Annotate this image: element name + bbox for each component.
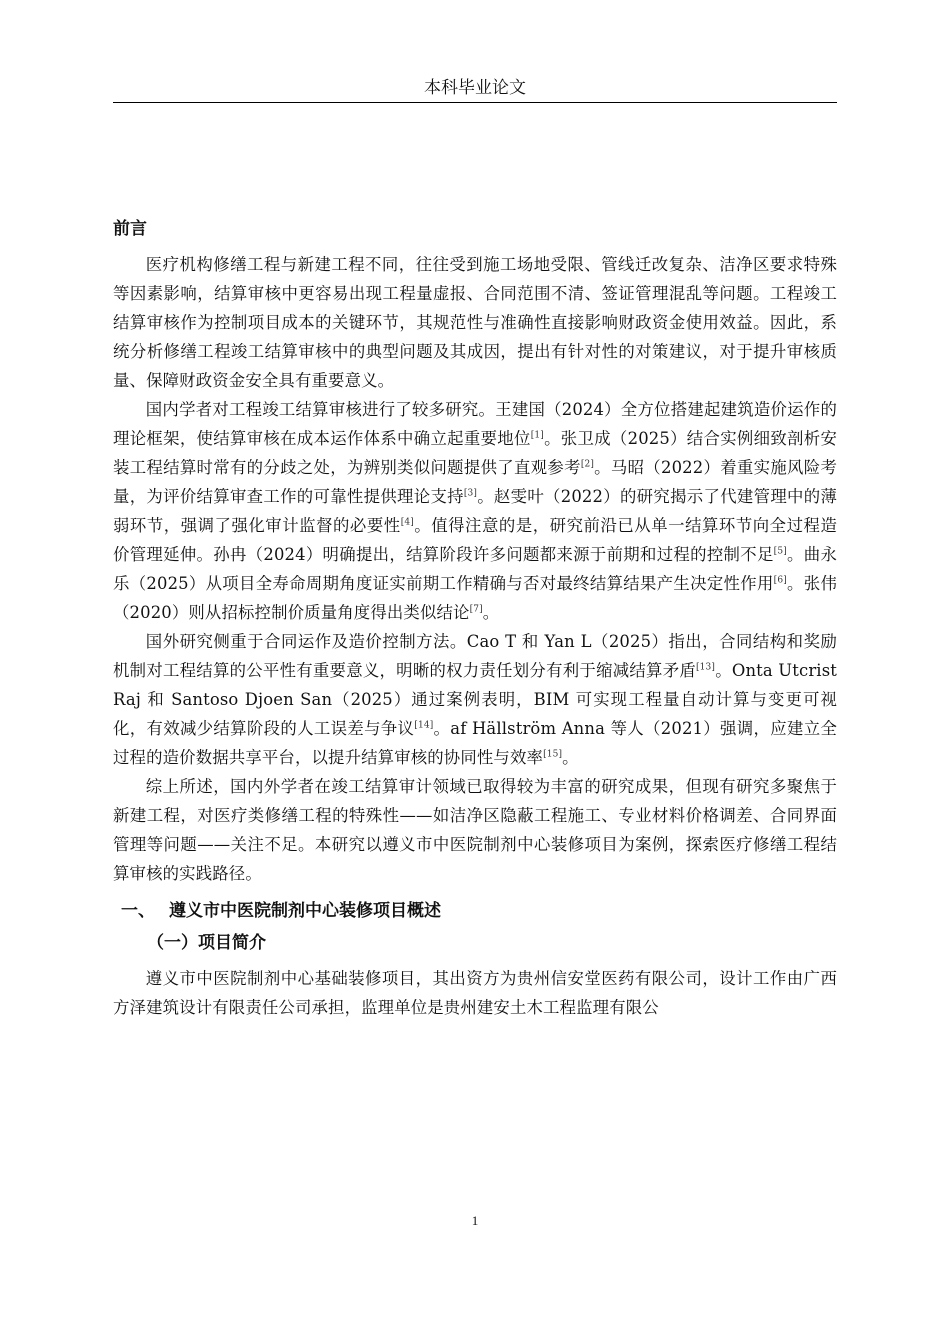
text-run: 国内学者对工程竣工结算审核进行了较多研究。王建国（2024）全方位搭建起建筑造价运作的理论框架，使结算审核在成本运作体系中确立起重要地位 [113,400,837,448]
text-run: 。张卫成（2025）结合实例细致剖析安装工程结算时常有的分歧之处，为辨别类似问题提供了直观参考 [113,429,838,477]
citation[interactable]: [13] [696,662,716,673]
citation[interactable]: [15] [543,749,563,760]
text-run: 。af Hällström Anna 等人（2021）强调，应建立全过程的造价数据共享平台，以提升结算审核的协同性与效率 [113,719,837,767]
citation[interactable]: [6] [773,575,787,586]
body-content [113,216,837,1022]
header-title: 本科毕业论文 [424,78,526,98]
section-number: 一、 [121,901,155,921]
citation[interactable]: [3] [463,488,478,499]
section-heading [121,898,837,924]
citation[interactable]: [5] [773,546,787,557]
section-paragraph-1: 遵义市中医院制剂中心基础装修项目，其出资方为贵州信安堂医药有限公司，设计工作由广西方泽建筑设计有限责任公司承担，监理单位是贵州建安土木工程监理有限公 [113,969,837,1017]
preface-paragraph-1: 医疗机构修缮工程与新建工程不同，往往受到施工场地受限、管线迁改复杂、洁净区要求特殊等因素影响，结算审核中更容易出现工程量虚报、合同范围不清、签证管理混乱等问题。工程竣工结算审核作为控制项目成本的关键环节，其规范性与准确性直接影响财政资金使用效益。因此，系统分析修缮工程竣工结算审核中的典型问题及其成因，提出有针对性的对策建议，对于提升审核质量、保障财政资金安全具有重要意义。 [113,255,837,390]
text-run: 。 [562,748,579,767]
text-run: 国外研究侧重于合同运作及造价控制方法。Cao T 和 Yan L（2025）指出，合同结构和奖励机制对工程结算的公平性有重要意义，明晰的权力责任划分有利于缩减结算矛盾 [113,632,837,680]
preface-paragraph-3 [113,627,837,772]
preface-heading: 前言 [113,219,147,239]
citation[interactable]: [14] [414,720,434,731]
citation[interactable]: [2] [580,459,595,470]
text-run: 。马昭（2022）着重实施风险考量，为评价结算审查工作的可靠性提供理论支持 [113,458,837,506]
citation[interactable]: [7] [469,604,483,615]
page-number: 1 [471,1213,479,1228]
citation[interactable]: [1] [530,430,544,441]
preface-paragraph-2 [113,395,837,627]
text-run: 。曲永乐（2025）从项目全寿命周期角度证实前期工作精确与否对最终结算结果产生决定性作用 [113,545,837,593]
citation[interactable]: [4] [400,517,414,528]
section-title: 遵义市中医院制剂中心装修项目概述 [169,901,441,921]
text-run: 。Onta Utcrist Raj 和 Santoso Djoen San（2025）通过案例表明，BIM 可实现工程量自动计算与变更可视化，有效减少结算阶段的人工误差与争议 [113,661,838,738]
text-run: 。赵雯叶（2022）的研究揭示了代建管理中的薄弱环节，强调了强化审计监督的必要性 [113,487,837,535]
text-run: 。 [482,603,500,622]
text-run: 。值得注意的是，研究前沿已从单一结算环节向全过程造价管理延伸。孙冉（2024）明确提出，结算阶段许多问题都来源于前期和过程的控制不足 [113,516,837,564]
page-header [113,78,837,103]
subsection-heading: （一）项目简介 [147,933,266,953]
text-run: 。张伟（2020）则从招标控制价质量角度得出类似结论 [113,574,837,622]
preface-paragraph-4: 综上所述，国内外学者在竣工结算审计领域已取得较为丰富的研究成果，但现有研究多聚焦于新建工程，对医疗类修缮工程的特殊性——如洁净区隐蔽工程施工、专业材料价格调差、合同界面管理等问题——关注不足。本研究以遵义市中医院制剂中心装修项目为案例，探索医疗修缮工程结算审核的实践路径。 [113,777,837,883]
